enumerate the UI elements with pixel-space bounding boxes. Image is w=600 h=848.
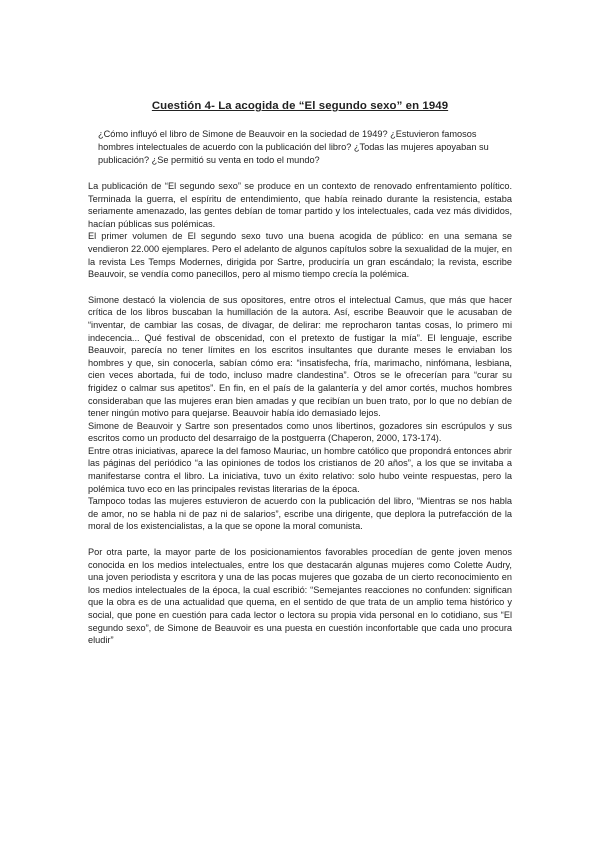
document-title: Cuestión 4- La acogida de “El segundo sexo” en 1949 <box>151 100 449 112</box>
paragraph: Tampoco todas las mujeres estuvieron de acuerdo con la publicación del libro, “Mientras se nos habla de amor, no se habla ni de paz ni de salarios”, escribe una dirigente, que deplora la putrefacción de la moral de los existencialistas, a la que se opone la moral comunista. <box>88 496 512 532</box>
paragraph: La publicación de “El segundo sexo” se produce en un contexto de renovado enfrentamiento político. Terminada la guerra, el espíritu de entendimiento, que había reinado durante la resistencia, estaba seriamente amenazado, las gentes debían de tomar partido y los intelectuales, cada vez más divididos, hacían públicas sus polémicas. <box>88 181 512 229</box>
text-block-2 <box>88 294 512 533</box>
text-block-1 <box>88 180 512 281</box>
paragraph: Por otra parte, la mayor parte de los posicionamientos favorables procedían de gente joven menos conocida en los medios intelectuales, entre los que destacarán algunas mujeres como Colette Audry, una joven periodista y escritora y una de las pocas mujeres que gozaba de un cierto reconocimiento en los medios intelectuales de la época, la cual escribió: “Semejantes reacciones no confunden: significan que la obra es de una actualidad que quema, en el sentido de que trata de un amplio tema histórico y social, que pone en cuestión para cada lector o lectora su propia vida personal en lo cotidiano, sus “El segundo sexo”, de Simone de Beauvoir es una puesta en cuestión inconfortable que cada uno procura eludir” <box>88 547 512 646</box>
paragraph: Entre otras iniciativas, aparece la del famoso Mauriac, un hombre católico que propondrá entonces abrir las páginas del periódico “a las opiniones de todos los cristianos de 20 años”, a los que se invitaba a manifestarse contra el libro. La iniciativa, tuvo un éxito relativo: solo hubo veinte respuestas, pero la polémica tuvo eco en las principales revistas literarias de la época. <box>88 445 512 494</box>
question-intro: ¿Cómo influyó el libro de Simone de Beauvoir en la sociedad de 1949? ¿Estuvieron famosos hombres intelectuales de acuerdo con la publicación del libro? ¿Todas las mujeres apoyaban su publicación? ¿Se permitió su venta en todo el mundo? <box>98 129 489 165</box>
paragraph: Simone destacó la violencia de sus opositores, entre otros el intelectual Camus, que más que hacer crítica de los libros buscaban la humillación de la autora. Así, escribe Beauvoir que le acusaban de “inventar, de cambiar las cosas, de divagar, de delirar: me reprocharon tantas cosas, lo primero mi indecencia... Qué festival de obscenidad, con el pretexto de fustigar la mía”. El lenguaje, escribe Beauvoir, parecía no tener límites en los escritos insultantes que durante meses le enviaban los hombres y que, sin conocerla, sabían cómo era: “insatisfecha, fría, marimacho, ninfómana, lesbiana, cien veces abortada, fui de todo, incluso madre clandestina”. Otros se le ofrecerían para “curar su frigidez o calmar sus apetitos”. En fin, en el país de la galantería y del amor cortés, muchos hombres consideraban que las mujeres eran bien amadas y que recibían un buen trato, por lo que no debían de tener ningún motivo para quejarse. Beauvoir había ido demasiado lejos. <box>88 294 512 419</box>
text-block-3 <box>88 546 512 647</box>
paragraph: Simone de Beauvoir y Sartre son presentados como unos libertinos, gozadores sin escrúpulos y sus escritos como un producto del desarraigo de la postguerra (Chaperon, 2000, 173-174). <box>88 420 512 444</box>
paragraph: El primer volumen de El segundo sexo tuvo una buena acogida de público: en una semana se vendieron 22.000 ejemplares. Pero el adelanto de algunos capítulos sobre la sexualidad de la mujer, en la revista Les Temps Modernes, dirigida por Sartre, produciría un gran escándalo; la revista, escribe Beauvoir, se vendía como panecillos, pero al mismo tiempo crecía la polémica. <box>88 231 512 280</box>
